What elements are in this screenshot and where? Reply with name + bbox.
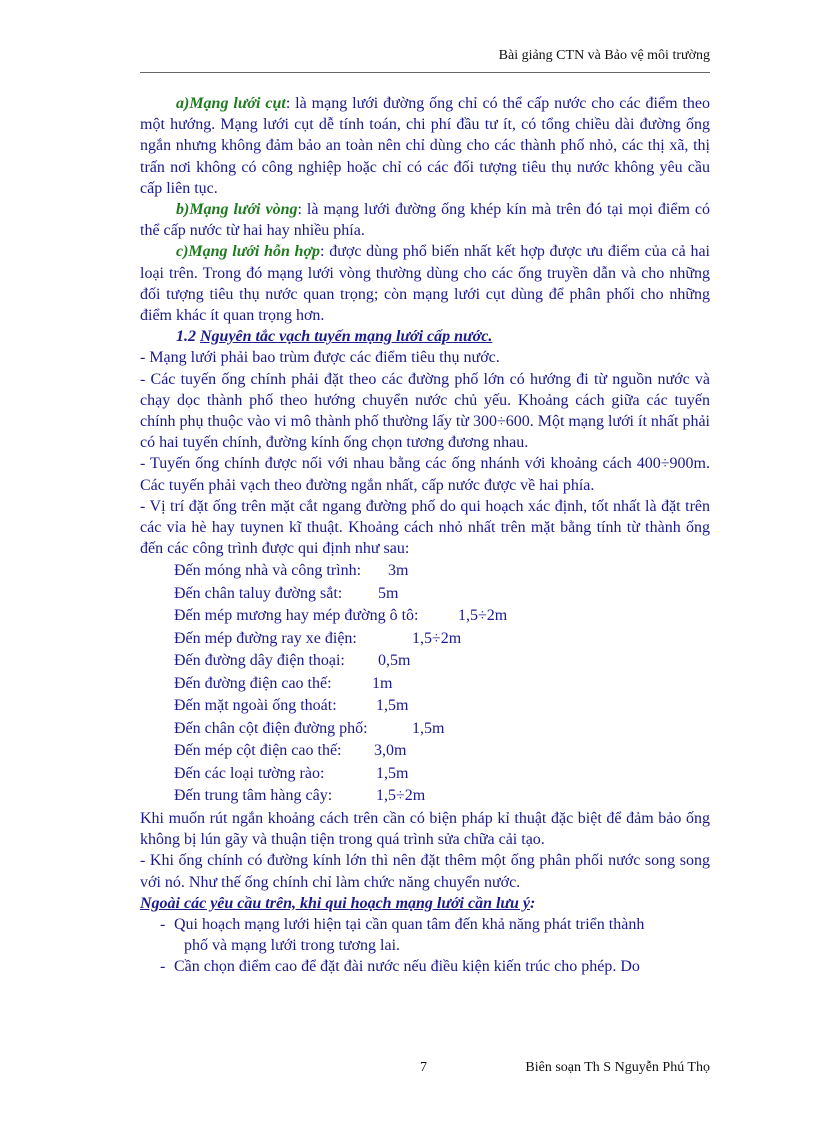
distance-label: Đến các loại tường rào: (174, 764, 325, 782)
distance-row (174, 763, 710, 786)
page-header: Bài giảng CTN và Bảo vệ môi trường (498, 48, 710, 63)
distance-label: Đến mép cột điện cao thế: (174, 742, 342, 760)
distance-value: 1,5m (376, 764, 409, 782)
distance-value: 1,5m (412, 719, 445, 737)
distance-value: 3m (388, 562, 409, 580)
term-loop-network: b)Mạng lưới vòng (176, 201, 298, 219)
distance-label: Đến đường dây điện thoại: (174, 652, 345, 670)
distance-value: 3,0m (374, 742, 407, 760)
distance-label: Đến mặt ngoài ống thoát: (174, 697, 337, 715)
distance-value: 1,5m (376, 697, 409, 715)
bullet-text: Cần chọn điểm cao để đặt đài nước nếu điều kiện kiến trúc cho phép. Do (174, 958, 640, 976)
distance-row (174, 605, 710, 628)
distance-row (174, 673, 710, 696)
distance-label: Đến đường điện cao thế: (174, 674, 332, 692)
distance-row (174, 650, 710, 673)
section-title: Nguyên tắc vạch tuyến mạng lưới cấp nước. (200, 328, 493, 346)
distance-label: Đến mép mương hay mép đường ô tô: (174, 607, 419, 625)
paragraph-text: : là mạng lưới đường ống khép kín mà trên đó tại mọi điểm có thể cấp nước từ hai hay nhiều phía. (140, 201, 711, 240)
distance-row (174, 628, 710, 651)
term-dead-end-network: a)Mạng lưới cụt (176, 95, 286, 112)
footer-author: Biên soạn Th S Nguyễn Phú Thọ (525, 1060, 710, 1075)
section-number: 1.2 (176, 328, 200, 346)
distance-value: 1,5÷2m (376, 787, 426, 805)
distance-value: 5m (378, 584, 399, 602)
page-number: 7 (420, 1060, 427, 1075)
distance-label: Đến móng nhà và công trình: (174, 562, 362, 580)
distance-label: Đến mép đường ray xe điện: (174, 629, 357, 647)
note-heading (140, 893, 710, 914)
distance-label: Đến chân cột điện đường phố: (174, 719, 368, 737)
distance-value: 1,5÷2m (458, 607, 508, 625)
note-heading-colon: : (530, 894, 536, 912)
note-bullet (160, 914, 710, 956)
paragraph-text: : là mạng lưới đường ống chỉ có thể cấp nước cho các điểm theo một hướng. Mạng lưới cụt dễ tính toán, chi phí đầu tư ít, có tổng chiều dài đường ống ngắn nhưng không đảm bảo an toàn nên chỉ dùng cho các thành phố nhỏ, các thị xã, thị trấn nơi không có công nghiệp hoặc chỉ có các đối tượng tiêu thụ nước không yêu cầu cấp liên tục. (140, 95, 710, 197)
distance-row (174, 560, 710, 583)
rule-item: - Khi ống chính có đường kính lớn thì nên đặt thêm một ống phân phối nước song song với nó. Như thế ống chính chỉ làm chức năng chuyển nước. (140, 852, 710, 891)
distance-label: Đến chân taluy đường sắt: (174, 584, 343, 602)
distance-row (174, 785, 710, 808)
section-heading (176, 326, 710, 347)
distance-row (174, 583, 710, 606)
note-bullet-list (160, 914, 710, 978)
distance-row (174, 695, 710, 718)
bullet-text: Qui hoạch mạng lưới hiện tại cần quan tâm đến khả năng phát triển thành (174, 915, 645, 933)
header-rule (140, 72, 710, 73)
distance-value: 1,5÷2m (412, 629, 462, 647)
paragraph-text: : được dùng phổ biến nhất kết hợp được ưu điểm của cả hai loại trên. Trong đó mạng lưới vòng thường dùng cho các ống truyền dẫn và cho những đối tượng tiêu thụ nước quan trọng; còn mạng lưới cụt dùng để phân phối cho những điểm khác ít quan trọng hơn. (140, 243, 710, 325)
distance-value: 1m (372, 674, 393, 692)
bullet-dash: - (160, 958, 166, 976)
paragraph-mixed-network (140, 241, 710, 326)
closing-paragraph: Khi muốn rút ngắn khoảng cách trên cần có biện pháp kỉ thuật đặc biệt để đảm bảo ống không bị lún gãy và thuận tiện trong quá trình sửa chữa cải tạo. (140, 809, 710, 849)
note-heading-text: Ngoài các yêu cầu trên, khi qui hoạch mạng lưới cần lưu ý (140, 894, 530, 912)
note-bullet (160, 956, 710, 977)
distance-value: 0,5m (378, 652, 411, 670)
bullet-dash: - (160, 915, 166, 933)
term-mixed-network: c)Mạng lưới hỗn hợp (176, 243, 321, 261)
distance-list (174, 560, 710, 808)
distance-row (174, 740, 710, 763)
bullet-continuation: phố và mạng lưới trong tương lai. (184, 937, 401, 955)
paragraph-loop-network (140, 199, 710, 241)
paragraph-dead-end-network (140, 93, 710, 199)
rule-item: - Các tuyến ống chính phải đặt theo các đường phố lớn có hướng đi từ nguồn nước và chạy dọc thành phố theo hướng chuyển nước chủ yếu. Khoảng cách giữa các tuyến chính phụ thuộc vào vi mô thành phố thường lấy từ 300÷600. Một mạng lưới ít nhất phải có hai tuyến chính, đường kính ống chọn tương đương nhau. (140, 370, 710, 452)
rule-item: - Mạng lưới phải bao trùm được các điểm tiêu thụ nước. (140, 349, 500, 367)
distance-label: Đến trung tâm hàng cây: (174, 787, 333, 805)
distance-row (174, 718, 710, 741)
rule-item: - Vị trí đặt ống trên mặt cắt ngang đường phố do qui hoạch xác định, tốt nhất là đặt trên các vỉa hè hay tuynen kĩ thuật. Khoảng cách nhỏ nhất trên mặt bằng tính từ thành ống đến các công trình được qui định như sau: (140, 497, 710, 558)
rule-item: - Tuyến ống chính được nối với nhau bằng các ống nhánh với khoảng cách 400÷900m. Các tuyến phải vạch theo đường ngắn nhất, cấp nước được về hai phía. (140, 455, 710, 494)
page-body (140, 93, 710, 978)
